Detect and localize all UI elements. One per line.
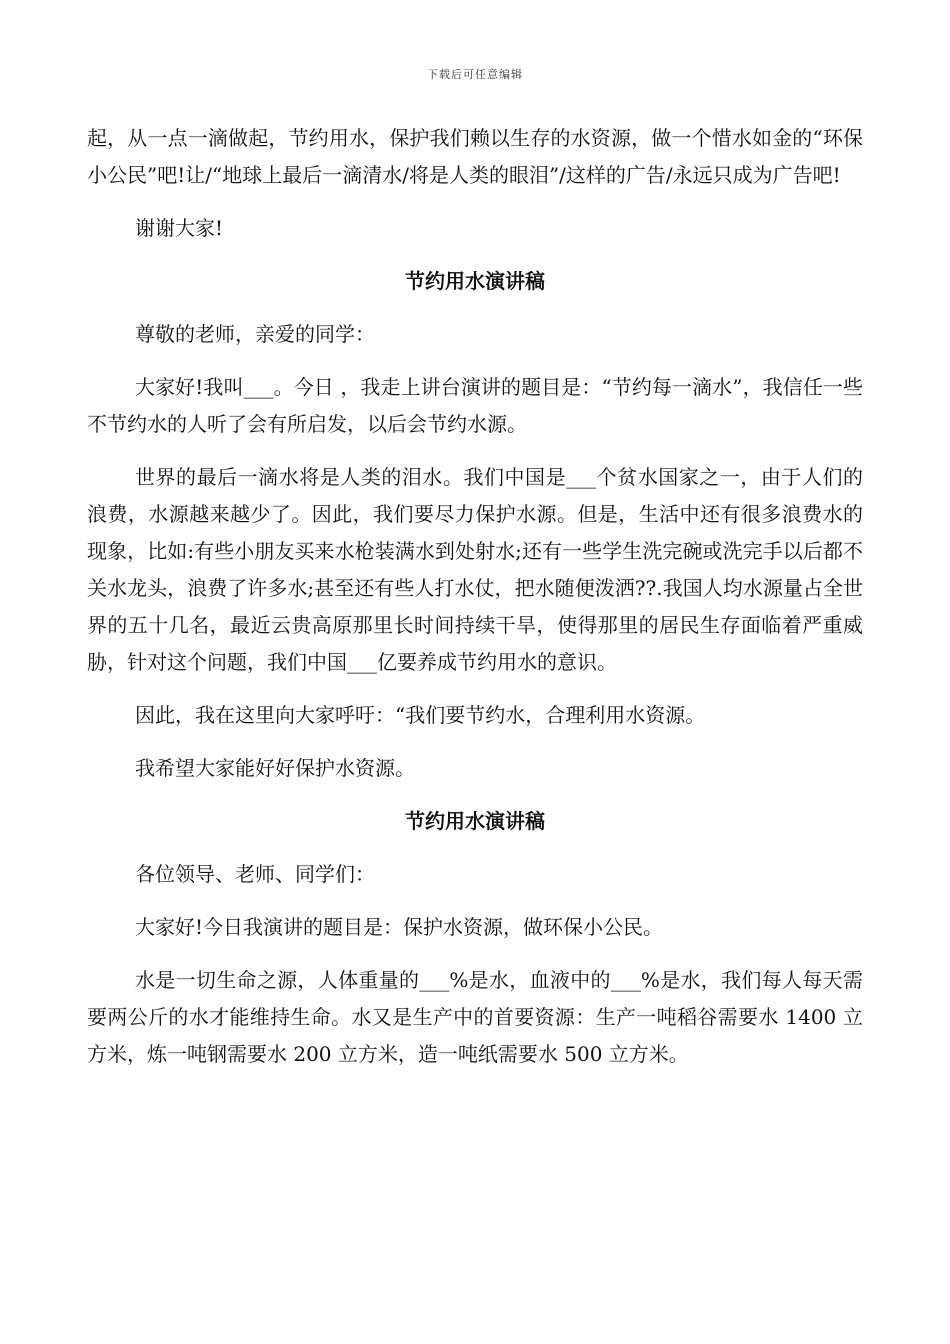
paragraph-hope: 我希望大家能好好保护水资源。	[135, 756, 415, 780]
document-body	[87, 120, 863, 1089]
paragraph-greeting-2: 各位领导、老师、同学们：	[135, 862, 375, 886]
paragraph-greeting-1: 尊敬的老师，亲爱的同学：	[135, 322, 375, 346]
paragraph-body-1: 世界的最后一滴水将是人类的泪水。我们中国是___个贫水国家之一，由于人们的浪费，水源越来越少了。因此，我们要尽力保护水源。但是，生活中还有很多浪费水的现象，比如:有些小朋友买来水枪装满水到处射水;还有一些学生洗完碗或洗完手以后都不关水龙头，浪费了许多水;甚至还有些人打水仗，把水随便泼洒??.我国人均水源量占全世界的五十几名，最近云贵高原那里长时间持续干旱，使得那里的居民生存面临着严重威胁，针对这个问题，我们中国___亿要养成节约用水的意识。	[87, 465, 863, 674]
paragraph-intro-continued: 起，从一点一滴做起，节约用水，保护我们赖以生存的水资源，做一个惜水如金的“环保小公民”吧!让/“地球上最后一滴清水/将是人类的眼泪”/这样的广告/永远只成为广告吧!	[87, 126, 863, 187]
paragraph-opening-1: 大家好!我叫___。今日 ，我走上讲台演讲的题目是：“节约每一滴水”，我信任一些不节约水的人听了会有所启发，以后会节约水源。	[87, 375, 863, 436]
paragraph-opening-2: 大家好!今日我演讲的题目是：保护水资源，做环保小公民。	[135, 915, 664, 939]
speech-title-2: 节约用水演讲稿	[405, 809, 545, 833]
paragraph-appeal: 因此，我在这里向大家呼吁：“我们要节约水，合理利用水资源。	[135, 703, 706, 727]
paragraph-thanks: 谢谢大家!	[135, 216, 224, 240]
paragraph-body-2: 水是一切生命之源，人体重量的___%是水，血液中的___%是水，我们每人每天需要两公斤的水才能维持生命。水又是生产中的首要资源：生产一吨稻谷需要水 1400 立方米，炼一吨钢需要水 200 立方米，造一吨纸需要水 500 立方米。	[87, 968, 863, 1066]
speech-title-1: 节约用水演讲稿	[405, 269, 545, 293]
page-header: 下载后可任意编辑	[427, 68, 523, 81]
